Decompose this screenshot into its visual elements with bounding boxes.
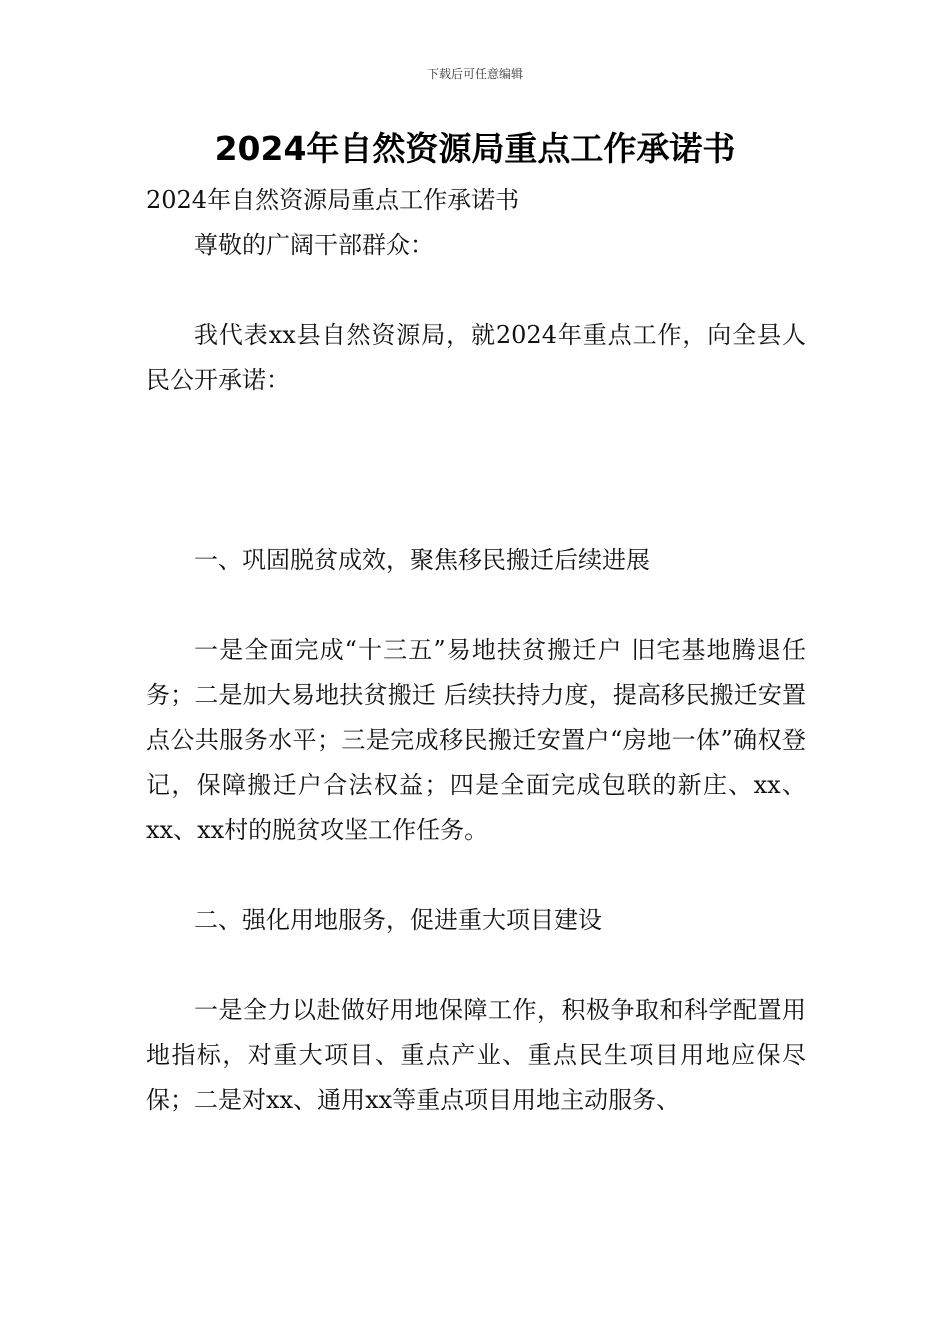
intro-paragraph: 我代表xx县自然资源局，就2024年重点工作，向全县人民公开承诺： [146, 321, 806, 394]
section-2-heading: 二、强化用地服务，促进重大项目建设 [194, 906, 602, 934]
spacer [146, 853, 806, 898]
spacer [146, 268, 806, 313]
section-1-body: 一是全面完成“十三五”易地扶贫搬迁户 旧宅基地腾退任务；二是加大易地扶贫搬迁 后续扶持力度，提高移民搬迁安置点公共服务水平；三是完成移民搬迁安置户“房地一体”确权登记，保障搬迁户合法权益；四是全面完成包联的新庄、xx、xx、xx村的脱贫攻坚工作任务。 [146, 636, 806, 844]
spacer [146, 403, 806, 538]
document-subtitle: 2024年自然资源局重点工作承诺书 [146, 186, 520, 214]
document-title: 2024年自然资源局重点工作承诺书 [214, 129, 736, 168]
document-body [146, 178, 806, 1123]
spacer [146, 943, 806, 988]
section-2-body: 一是全力以赴做好用地保障工作，积极争取和科学配置用地指标，对重大项目、重点产业、重点民生项目用地应保尽保；二是对xx、通用xx等重点项目用地主动服务、 [146, 996, 806, 1114]
greeting: 尊敬的广阔干部群众： [194, 231, 434, 259]
header-note: 下载后可任意编辑 [426, 67, 523, 81]
section-1-heading: 一、巩固脱贫成效，聚焦移民搬迁后续进展 [194, 546, 650, 574]
spacer [146, 583, 806, 628]
